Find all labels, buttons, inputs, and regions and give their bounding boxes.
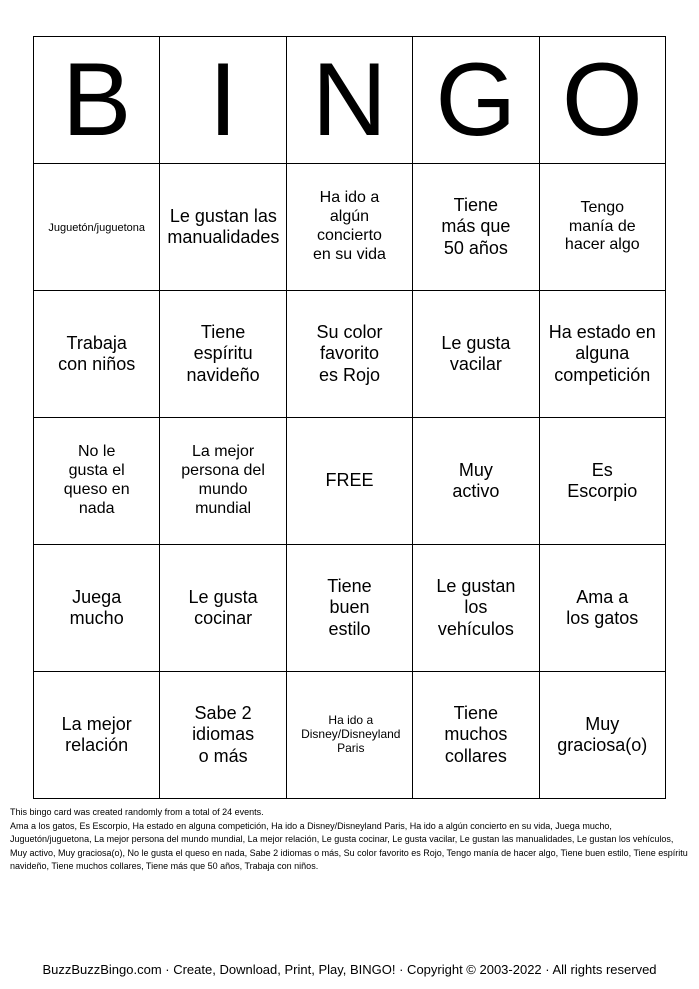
bingo-cell (160, 291, 286, 418)
cell-text: Le gusta vacilar (441, 332, 511, 374)
cell-text: Muy activo (452, 459, 500, 501)
bingo-row-4 (34, 545, 666, 672)
notes-intro: This bingo card was created randomly from a total of 24 events. (10, 807, 264, 817)
bingo-cell (539, 672, 665, 799)
cell-text: Ha estado en alguna competición (548, 322, 656, 385)
free-space-label: FREE (325, 470, 374, 491)
bingo-cell (413, 672, 539, 799)
bingo-row-2 (34, 291, 666, 418)
bingo-cell (413, 545, 539, 672)
header-letter-o: O (539, 37, 665, 164)
cell-text: Tengo manía de hacer algo (564, 198, 640, 254)
header-letter-n: N (286, 37, 412, 164)
bingo-cell (539, 291, 665, 418)
bingo-cell (160, 545, 286, 672)
bingo-cell (160, 418, 286, 545)
bingo-cell (413, 291, 539, 418)
cell-text: Tiene espíritu navideño (186, 322, 260, 385)
cell-text: Tiene más que 50 años (441, 195, 511, 258)
bingo-cell (286, 291, 412, 418)
cell-text: Su color favorito es Rojo (316, 322, 383, 385)
cell-text: Tiene buen estilo (327, 576, 372, 639)
bingo-cell (34, 164, 160, 291)
bingo-cell (286, 672, 412, 799)
cell-text: Le gusta cocinar (188, 586, 258, 628)
bingo-cell (34, 418, 160, 545)
bingo-cell (413, 164, 539, 291)
cell-text: Juega mucho (69, 586, 124, 628)
cell-text: Ama a los gatos (566, 586, 639, 628)
bingo-cell (413, 418, 539, 545)
bingo-cell (286, 164, 412, 291)
bingo-row-3 (34, 418, 666, 545)
cell-text: No le gusta el queso en nada (63, 443, 130, 517)
notes-event-list: Ama a los gatos, Es Escorpio, Ha estado en alguna competición, Ha ido a Disney/Disneyland Paris, Ha ido a algún concierto en su vida, Juega mucho, Juguetón/juguetona, La mejor persona del mundo mundial, La mejor relación, Le gusta cocinar, Le gusta vacilar, Le gustan las manualidades, Le gustan los vehículos, Muy activo, Muy graciosa(o), No le gusta el queso en nada, Sabe 2 idiomas o más, Su color favorito es Rojo, Tengo manía de hacer algo, Tiene buen estilo, Tiene espíritu navideño, Tiene muchos collares, Tiene más que 50 años, Trabaja con niños. (10, 820, 688, 871)
cell-text: Le gustan las manualidades (167, 205, 280, 247)
header-letter-g: G (413, 37, 539, 164)
cell-text: Juguetón/juguetona (48, 222, 146, 234)
header-letter-b: B (34, 37, 160, 164)
cell-text: Ha ido a Disney/Disneyland Paris (301, 712, 401, 756)
cell-text: Ha ido a algún concierto en su vida (313, 189, 386, 263)
header-letter-i: I (160, 37, 286, 164)
bingo-cell (539, 545, 665, 672)
cell-text: Sabe 2 idiomas o más (192, 703, 255, 766)
bingo-cell (34, 545, 160, 672)
bingo-cell (34, 672, 160, 799)
bingo-cell (160, 164, 286, 291)
bingo-cell (286, 545, 412, 672)
cell-text: Tiene muchos collares (444, 703, 508, 766)
cell-text: Muy graciosa(o) (557, 713, 648, 755)
page-footer: BuzzBuzzBingo.com · Create, Download, Print, Play, BINGO! · Copyright © 2003-2022 · All rights reserved (42, 962, 657, 977)
card-notes (10, 806, 690, 874)
cell-text: Trabaja con niños (58, 332, 136, 374)
cell-text: La mejor relación (61, 713, 132, 755)
bingo-cell (539, 164, 665, 291)
bingo-row-5 (34, 672, 666, 799)
cell-text: Le gustan los vehículos (436, 576, 516, 639)
bingo-row-1 (34, 164, 666, 291)
bingo-cell (539, 418, 665, 545)
bingo-cell (160, 672, 286, 799)
cell-text: La mejor persona del mundo mundial (181, 443, 265, 517)
bingo-card (33, 36, 666, 799)
bingo-cell (34, 291, 160, 418)
cell-text: Es Escorpio (567, 459, 638, 501)
bingo-header-row (34, 37, 666, 164)
free-space (286, 418, 412, 545)
